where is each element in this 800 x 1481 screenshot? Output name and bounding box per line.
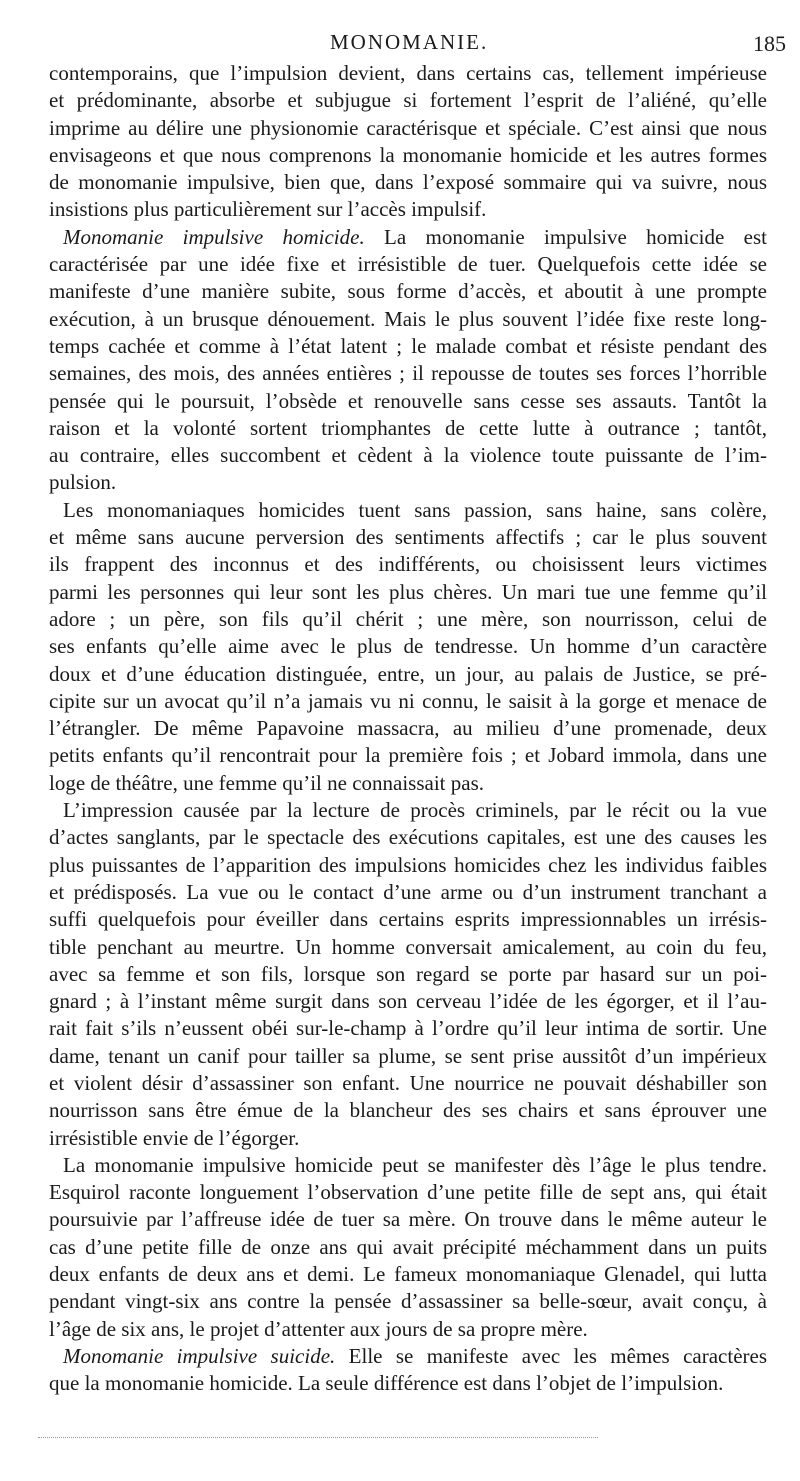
running-title: MONOMANIE. — [330, 30, 489, 54]
line-text: insistions plus particulièrement sur l’accès impulsif. — [49, 197, 487, 222]
text-line — [49, 306, 767, 333]
line-text: et prédominante, absorbe et subjugue si fortement l’esprit de l’aliéné, qu’elle — [49, 88, 767, 113]
line-text: irrésistible envie de l’égorger. — [49, 1125, 300, 1150]
line-text: adore ; un père, son fils qu’il chérit ; une mère, son nourrisson, celui de — [49, 606, 767, 631]
line-text: petits enfants qu’il rencontrait pour la première fois ; et Jobard immola, dans une — [49, 743, 767, 768]
line-text: L’impression causée par la lecture de procès criminels, par le récit ou la vue — [63, 798, 767, 823]
text-line — [49, 879, 767, 906]
line-text: caractérisée par une idée fixe et irrésistible de tuer. Quelquefois cette idée se — [49, 252, 767, 277]
line-text: cipite sur un avocat qu’il n’a jamais vu ni connu, le saisit à la gorge et menace de — [49, 688, 767, 713]
line-text: et violent désir d’assassiner son enfant. Une nourrice ne pouvait déshabiller son — [49, 1070, 767, 1095]
text-line — [49, 661, 767, 688]
line-text: envisageons et que nous comprenons la monomanie homicide et les autres formes — [49, 142, 767, 167]
line-text: plus puissantes de l’apparition des impulsions homicides chez les individus faibles — [49, 852, 767, 877]
line-text: pensée qui le poursuit, l’obsède et renouvelle sans cesse ses assauts. Tantôt la — [49, 388, 767, 413]
line-text: Les monomaniaques homicides tuent sans passion, sans haine, sans colère, — [63, 497, 767, 522]
line-text: tible penchant au meurtre. Un homme conversait amicalement, au coin du feu, — [49, 934, 767, 959]
text-line — [49, 1234, 767, 1261]
text-line — [49, 87, 767, 114]
line-text: et prédisposés. La vue ou le contact d’une arme ou d’un instrument tranchant a — [49, 879, 767, 904]
text-line — [49, 169, 767, 196]
text-line — [49, 906, 767, 933]
line-text: La monomanie impulsive homicide est — [364, 224, 767, 249]
text-line — [49, 1152, 767, 1179]
text-line — [49, 388, 767, 415]
text-line — [49, 824, 767, 851]
line-text: que la monomanie homicide. La seule différence est dans l’objet de l’impulsion. — [49, 1371, 724, 1396]
text-line — [49, 251, 767, 278]
line-text: ses enfants qu’elle aime avec le plus de tendresse. Un homme d’un caractère — [49, 634, 767, 659]
line-text: semaines, des mois, des années entières ; il repousse de toutes ses forces l’horrible — [49, 361, 767, 386]
line-text: contemporains, que l’impulsion devient, dans certains cas, tellement impérieuse — [49, 61, 767, 85]
text-line — [49, 715, 767, 742]
line-text: parmi les personnes qui leur sont les plus chères. Un mari tue une femme qu’il — [49, 579, 767, 604]
text-line — [49, 1043, 767, 1070]
line-text: raison et la volonté sortent triomphantes de cette lutte à outrance ; tantôt, — [49, 415, 767, 440]
text-line — [49, 961, 767, 988]
line-text: ils frappent des inconnus et des indifférents, ou choisissent leurs victimes — [49, 552, 767, 577]
text-line — [49, 1288, 767, 1315]
line-text: avec sa femme et son fils, lorsque son regard se porte par hasard sur un poi- — [49, 961, 767, 986]
text-line — [49, 1015, 767, 1042]
line-text: pendant vingt-six ans contre la pensée d’assassiner sa belle-sœur, avait conçu, à — [49, 1289, 767, 1314]
line-text: suffi quelquefois pour éveiller dans certains esprits impressionnables un irrésis- — [49, 907, 767, 932]
line-text: au contraire, elles succombent et cèdent à la violence toute puissante de l’im- — [49, 443, 767, 468]
text-line — [49, 224, 767, 251]
text-line — [49, 1070, 767, 1097]
section-heading: Monomanie impulsive homicide. — [63, 224, 365, 249]
text-line — [49, 1316, 767, 1343]
line-text: dame, tenant un canif pour tailler sa plume, se sent prise aussitôt d’un impérieux — [49, 1043, 767, 1068]
text-line — [49, 988, 767, 1015]
line-text: manifeste d’une manière subite, sous forme d’accès, et aboutit à une prompte — [49, 279, 767, 304]
line-text: exécution, à un brusque dénouement. Mais le plus souvent l’idée fixe reste long- — [49, 306, 767, 331]
line-text: d’actes sanglants, par le spectacle des exécutions capitales, est une des causes les — [49, 825, 767, 850]
text-line — [49, 1206, 767, 1233]
line-text: cas d’une petite fille de onze ans qui avait précipité méchamment dans un puits — [49, 1234, 767, 1259]
text-line — [49, 278, 767, 305]
line-text: doux et d’une éducation distinguée, entre, un jour, au palais de Justice, se pré- — [49, 661, 767, 686]
text-line — [49, 688, 767, 715]
text-line — [49, 1343, 767, 1370]
text-line — [49, 1261, 767, 1288]
line-text: l’étrangler. De même Papavoine massacra, au milieu d’une promenade, deux — [49, 716, 767, 741]
line-text: et même sans aucune perversion des sentiments affectifs ; car le plus souvent — [49, 525, 767, 550]
text-line — [49, 1125, 767, 1152]
text-line — [49, 442, 767, 469]
text-line — [49, 770, 767, 797]
text-line — [49, 551, 767, 578]
text-line — [49, 797, 767, 824]
text-line — [49, 333, 767, 360]
text-line — [49, 1097, 767, 1124]
text-line — [49, 742, 767, 769]
text-line — [49, 579, 767, 606]
section-heading: Monomanie impulsive suicide. — [63, 1343, 336, 1368]
line-text: pulsion. — [49, 470, 117, 495]
line-text: Elle se manifeste avec les mêmes caractères — [335, 1343, 768, 1368]
text-line — [49, 1370, 767, 1397]
text-line — [49, 469, 767, 496]
text-line — [49, 1179, 767, 1206]
text-line — [49, 415, 767, 442]
line-text: Esquirol raconte longuement l’observation d’une petite fille de sept ans, qui était — [49, 1180, 767, 1205]
line-text: l’âge de six ans, le projet d’attenter aux jours de sa propre mère. — [49, 1316, 588, 1341]
line-text: temps cachée et comme à l’état latent ; le malade combat et résiste pendant des — [49, 333, 767, 358]
text-line — [49, 606, 767, 633]
line-text: gnard ; à l’instant même surgit dans son cerveau l’idée de les égorger, et il l’au- — [49, 989, 767, 1014]
line-text: La monomanie impulsive homicide peut se manifester dès l’âge le plus tendre. — [63, 1152, 767, 1177]
text-line — [49, 115, 767, 142]
text-line — [49, 524, 767, 551]
text-line — [49, 360, 767, 387]
text-line — [49, 497, 767, 524]
body-text — [49, 60, 767, 1398]
line-text: loge de théâtre, une femme qu’il ne connaissait pas. — [49, 770, 485, 795]
text-line — [49, 633, 767, 660]
line-text: imprime au délire une physionomie caractérisque et spéciale. C’est ainsi que nous — [49, 115, 767, 140]
line-text: deux enfants de deux ans et demi. Le fameux monomaniaque Glenadel, qui lutta — [49, 1262, 767, 1287]
line-text: rait fait s’ils n’eussent obéi sur-le-champ à l’ordre qu’il leur intima de sortir. Une — [49, 1016, 767, 1041]
text-line — [49, 142, 767, 169]
line-text: nourrisson sans être émue de la blancheur des ses chairs et sans éprouver une — [49, 1098, 767, 1123]
line-text: de monomanie impulsive, bien que, dans l’exposé sommaire qui va suivre, nous — [49, 170, 767, 195]
text-line — [49, 852, 767, 879]
text-line — [49, 60, 767, 87]
text-line — [49, 196, 767, 223]
running-head — [0, 30, 800, 56]
text-line — [49, 934, 767, 961]
print-specks — [38, 1437, 598, 1444]
page-number: 185 — [753, 31, 786, 56]
line-text: poursuivie par l’affreuse idée de tuer sa mère. On trouve dans le même auteur le — [49, 1207, 767, 1232]
